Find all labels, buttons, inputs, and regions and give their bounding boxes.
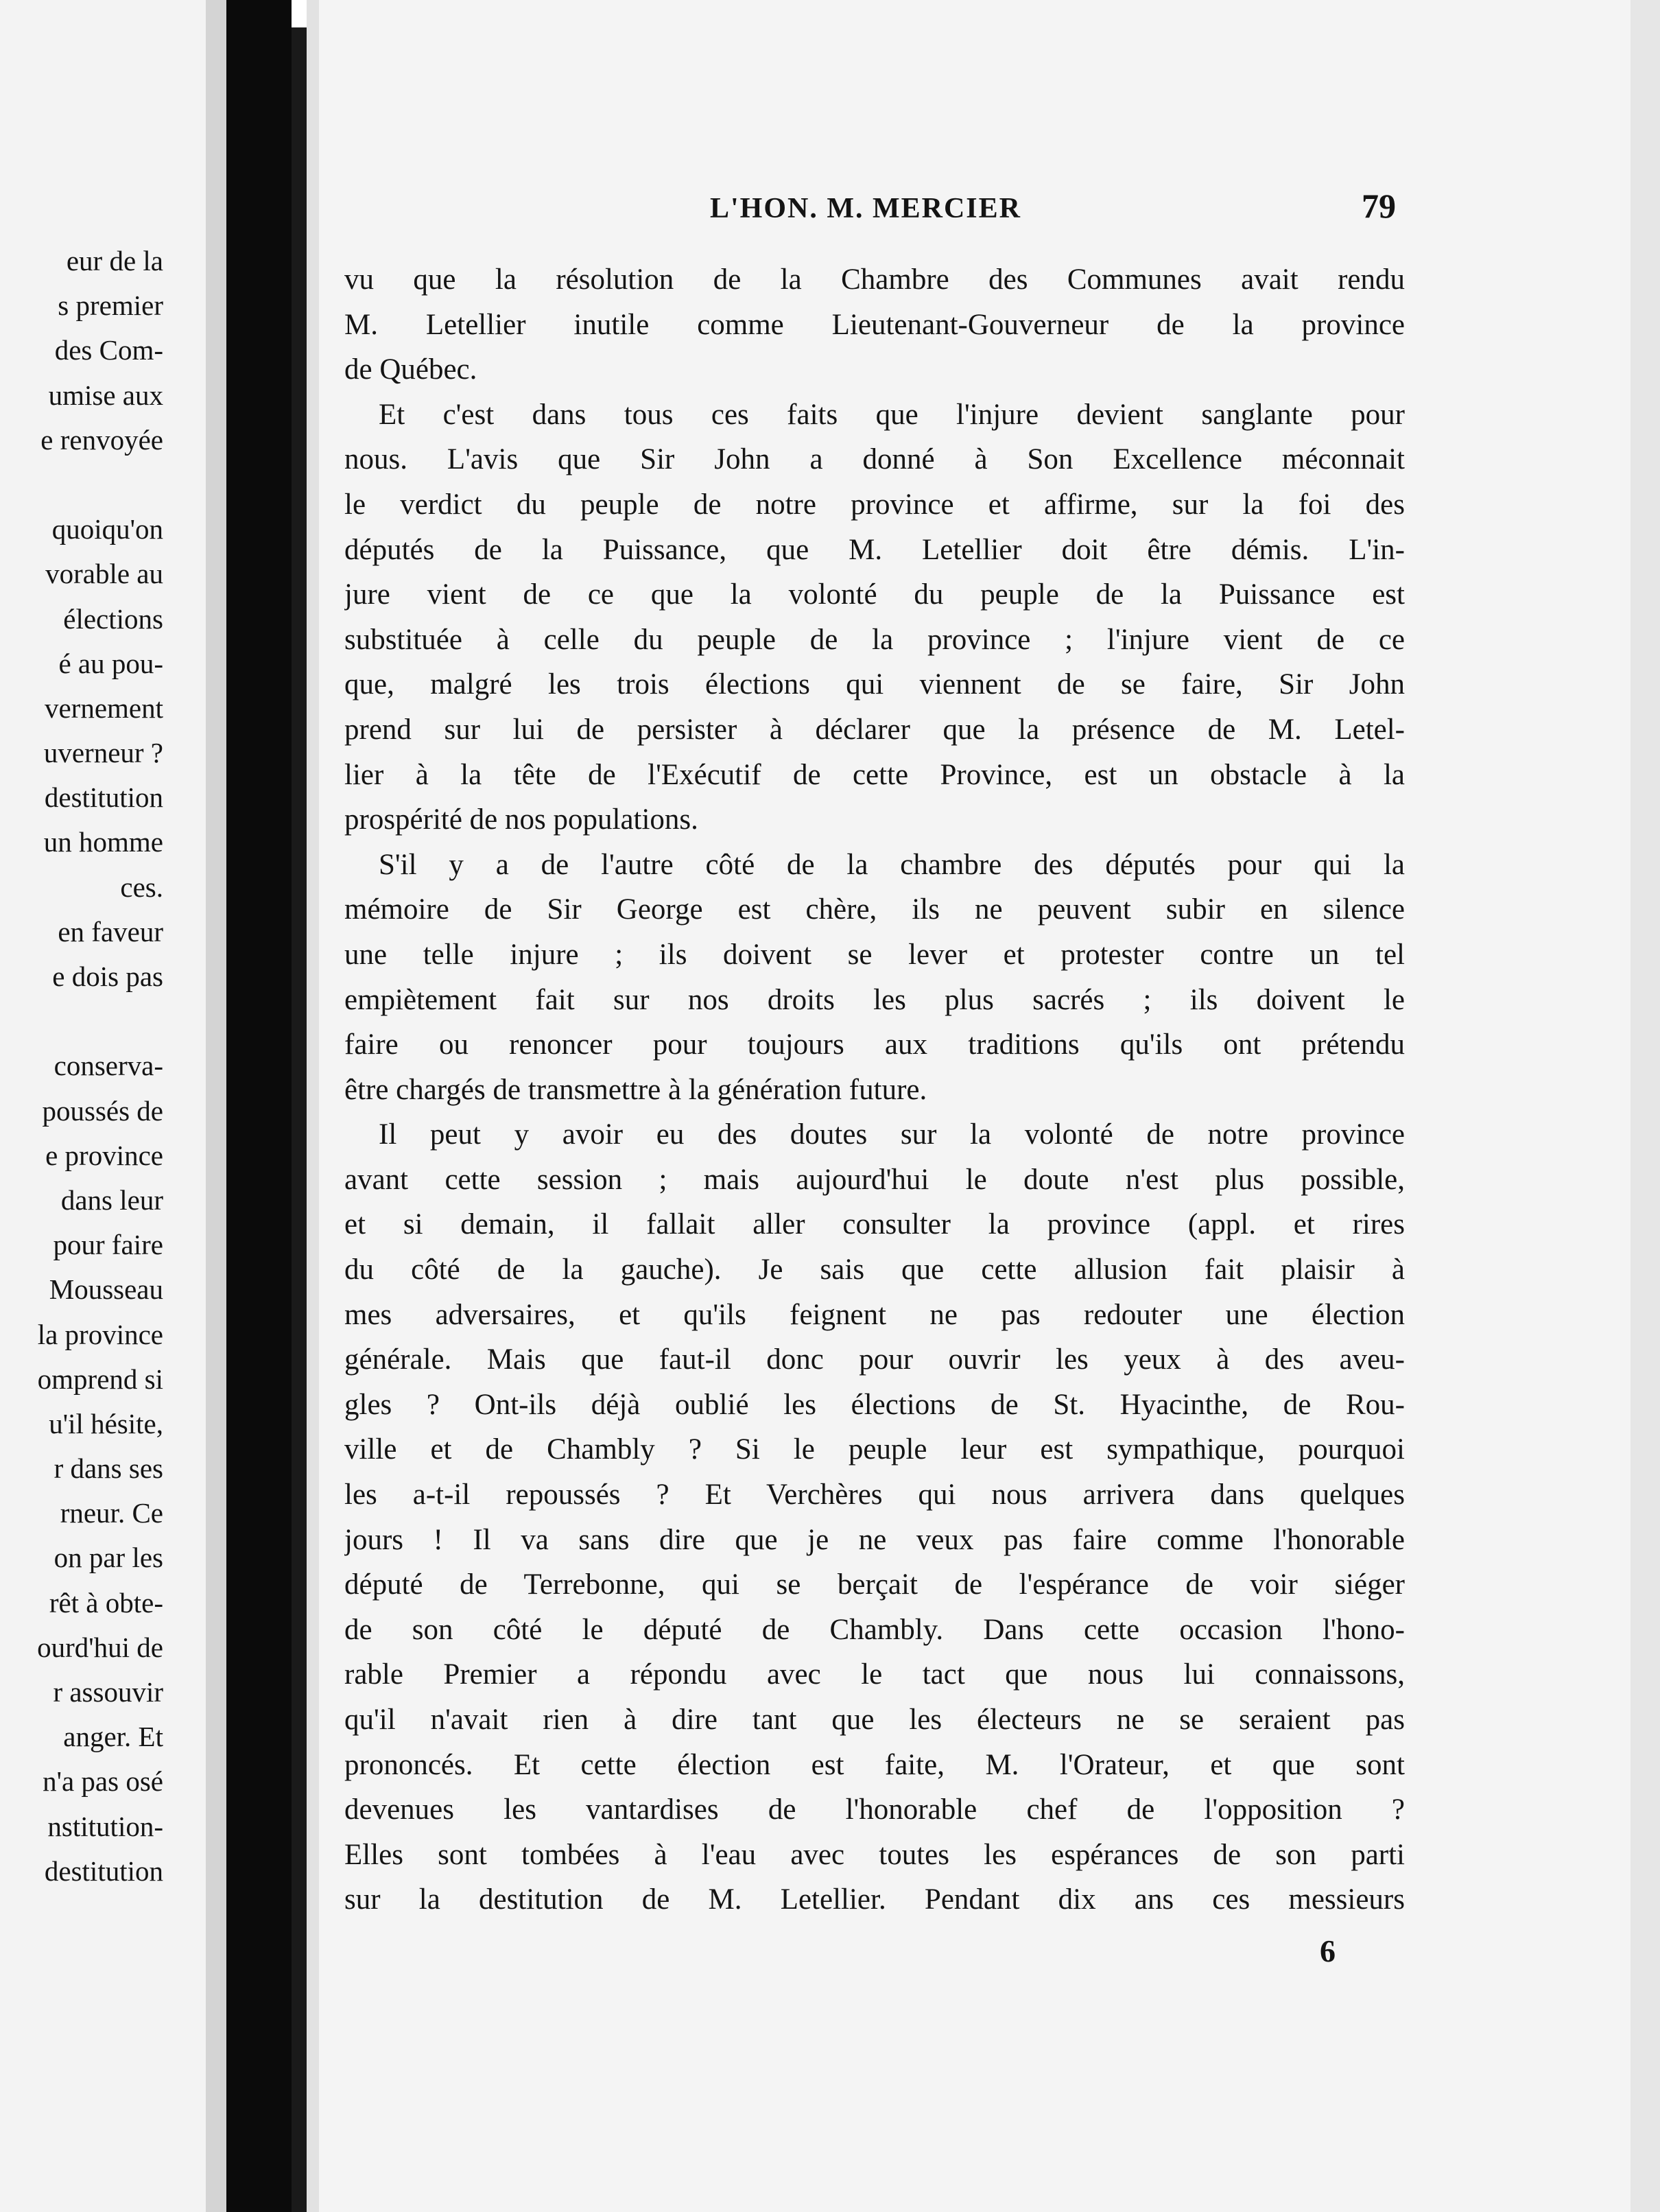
book-gutter-inner — [292, 27, 307, 2212]
left-page-line: conserva- — [54, 1050, 163, 1082]
left-page-line: destitution — [44, 781, 163, 814]
left-page-line: vorable au — [45, 558, 163, 590]
left-page-line: destitution — [44, 1855, 163, 1887]
body-line: jours ! Il va sans dire que je ne veux pas faire comme l'honorable — [344, 1523, 1405, 1556]
left-page-line: rneur. Ce — [60, 1497, 163, 1529]
body-line: être chargés de transmettre à la génération future. — [344, 1073, 927, 1106]
left-page-line: uverneur ? — [43, 737, 163, 769]
body-line: député de Terrebonne, qui se berçait de l'espérance de voir siéger — [344, 1568, 1405, 1601]
gutter-shadow — [206, 0, 226, 2212]
left-page-line: des Com- — [54, 334, 163, 366]
body-line: faire ou renoncer pour toujours aux traditions qu'ils ont prétendu — [344, 1028, 1405, 1061]
body-line: de son côté le député de Chambly. Dans cette occasion l'hono- — [344, 1613, 1405, 1646]
left-page-line: dans leur — [60, 1184, 163, 1216]
left-page-line: u'il hésite, — [49, 1407, 163, 1439]
left-page-line: omprend si — [37, 1363, 163, 1395]
left-page-line: umise aux — [48, 379, 163, 411]
left-page-line: poussés de — [42, 1094, 163, 1127]
book-gutter — [226, 0, 292, 2212]
left-page-line: r assouvir — [53, 1676, 163, 1708]
page-outer-edge — [1631, 0, 1660, 2212]
body-line: de Québec. — [344, 353, 477, 386]
body-line: empiètement fait sur nos droits les plus sacrés ; ils doivent le — [344, 983, 1405, 1016]
left-page-line: un homme — [43, 826, 163, 858]
left-page-text — [0, 239, 206, 1894]
left-page-line: pour faire — [53, 1229, 163, 1261]
left-page-line: n'a pas osé — [43, 1765, 163, 1798]
right-page — [307, 0, 1660, 2212]
body-text — [344, 257, 1405, 1922]
body-line: substituée à celle du peuple de la province ; l'injure vient de ce — [344, 623, 1405, 656]
left-page-line: eur de la — [66, 245, 163, 276]
body-line: avant cette session ; mais aujourd'hui le doute n'est plus possible, — [344, 1163, 1405, 1196]
body-line: députés de la Puissance, que M. Letellier doit être démis. L'in- — [344, 533, 1405, 566]
left-page-line: r dans ses — [54, 1452, 163, 1485]
body-line: Elles sont tombées à l'eau avec toutes les espérances de son parti — [344, 1838, 1405, 1871]
body-line: que, malgré les trois élections qui viennent de se faire, Sir John — [344, 668, 1405, 701]
left-page-line: la province — [37, 1318, 163, 1350]
body-line: sur la destitution de M. Letellier. Pendant dix ans ces messieurs — [344, 1883, 1405, 1916]
left-page-line: s premier — [58, 290, 163, 322]
left-page-line: e province — [45, 1139, 163, 1171]
left-page-line: on par les — [54, 1542, 163, 1574]
body-line: du côté de la gauche). Je sais que cette allusion fait plaisir à — [344, 1254, 1405, 1286]
left-page-line: anger. Et — [63, 1721, 163, 1753]
left-page-line: Mousseau — [49, 1273, 163, 1306]
body-line: prend sur lui de persister à déclarer que la présence de M. Letel- — [344, 713, 1405, 746]
body-line: prononcés. Et cette élection est faite, M. l'Orateur, et que sont — [344, 1748, 1405, 1781]
body-line: les a-t-il repoussés ? Et Verchères qui nous arrivera dans quelques — [344, 1479, 1405, 1511]
body-line: devenues les vantardises de l'honorable chef de l'opposition ? — [344, 1793, 1405, 1826]
body-line: nous. L'avis que Sir John a donné à Son Excellence méconnait — [344, 443, 1405, 476]
body-line: rable Premier a répondu avec le tact que nous lui connaissons, — [344, 1658, 1405, 1691]
body-line: jure vient de ce que la volonté du peuple de la Puissance est — [344, 578, 1405, 611]
body-line: le verdict du peuple de notre province et affirme, sur la foi des — [344, 488, 1405, 521]
left-page-line — [0, 462, 206, 507]
body-line: mes adversaires, et qu'ils feignent ne pas redouter une élection — [344, 1298, 1405, 1331]
page-number: 79 — [1362, 187, 1396, 225]
left-page-line: quoiqu'on — [51, 513, 163, 545]
left-page-line: élections — [63, 602, 163, 635]
body-line: gles ? Ont-ils déjà oublié les élections de St. Hyacinthe, de Rou- — [344, 1388, 1405, 1421]
body-line: ville et de Chambly ? Si le peuple leur est sympathique, pourquoi — [344, 1433, 1405, 1466]
left-page-line — [0, 999, 206, 1044]
left-page-line: ourd'hui de — [37, 1631, 163, 1663]
body-line: S'il y a de l'autre côté de la chambre des députés pour qui la — [379, 848, 1405, 881]
body-line: mémoire de Sir George est chère, ils ne peuvent subir en silence — [344, 893, 1405, 926]
body-line: vu que la résolution de la Chambre des Communes avait rendu — [344, 263, 1405, 296]
body-line: qu'il n'avait rien à dire tant que les électeurs ne se seraient pas — [344, 1704, 1405, 1736]
signature-mark: 6 — [1320, 1933, 1336, 1968]
left-page-line: nstitution- — [47, 1810, 163, 1842]
left-facing-page — [0, 0, 206, 2212]
body-line: et si demain, il fallait aller consulter la province (appl. et rires — [344, 1208, 1405, 1241]
body-line: M. Letellier inutile comme Lieutenant-Gouverneur de la province — [344, 308, 1405, 341]
left-page-line: vernement — [44, 692, 163, 724]
left-page-line: rêt à obte- — [49, 1586, 163, 1619]
body-line: prospérité de nos populations. — [344, 803, 698, 836]
body-line: une telle injure ; ils doivent se lever et protester contre un tel — [344, 938, 1405, 971]
left-page-line: e renvoyée — [40, 423, 163, 456]
running-title: L'HON. M. MERCIER — [710, 193, 1021, 224]
left-page-line: e dois pas — [52, 961, 163, 992]
page-inner-shadow — [307, 0, 319, 2212]
body-line: Il peut y avoir eu des doutes sur la volonté de notre province — [379, 1118, 1405, 1151]
left-page-line: en faveur — [58, 915, 163, 948]
left-page-line: é au pou- — [58, 647, 163, 679]
body-line: lier à la tête de l'Exécutif de cette Province, est un obstacle à la — [344, 758, 1405, 791]
body-line: générale. Mais que faut-il donc pour ouvrir les yeux à des aveu- — [344, 1343, 1405, 1376]
body-line: Et c'est dans tous ces faits que l'injure devient sanglante pour — [379, 398, 1405, 431]
left-page-line: ces. — [120, 871, 163, 903]
